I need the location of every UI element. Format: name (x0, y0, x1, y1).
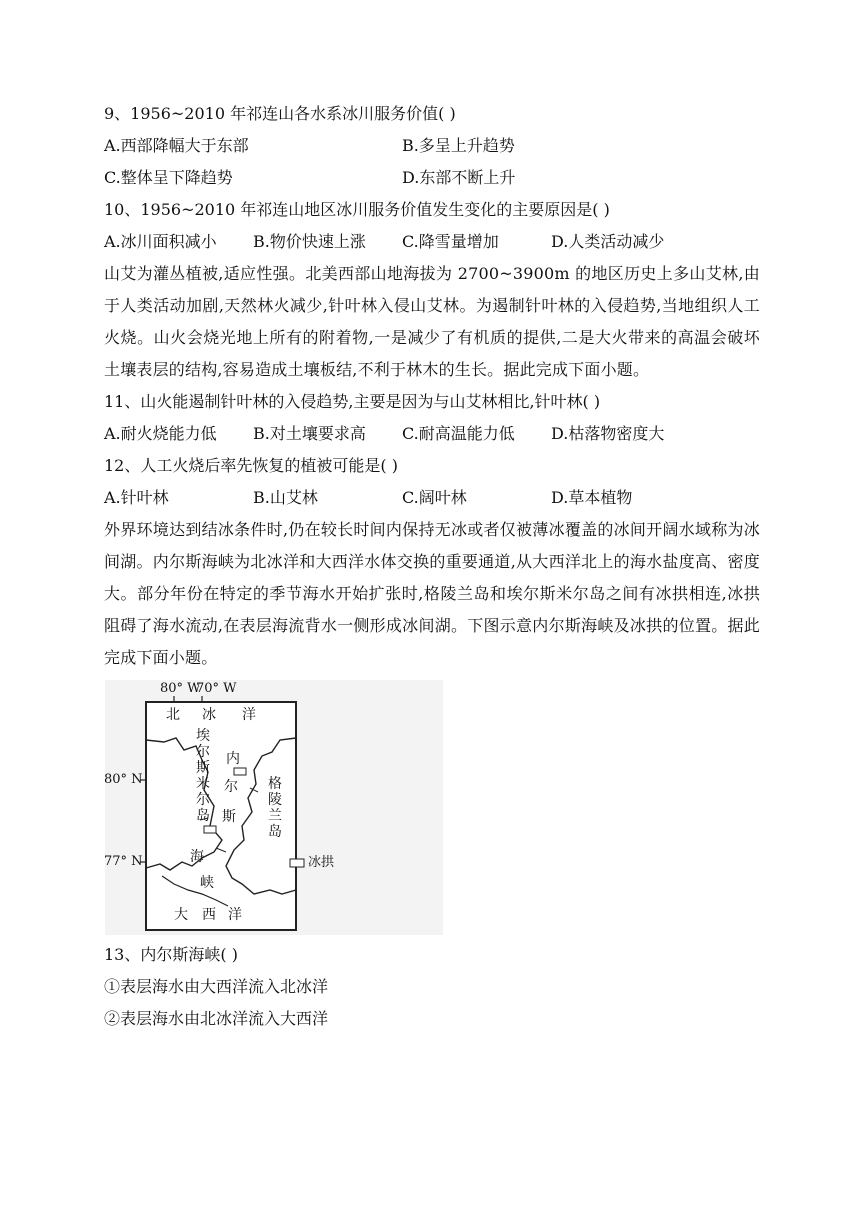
arctic-ocean-label-2: 冰 (202, 707, 216, 723)
question-9-stem: 9、1956~2010 年祁连山各水系冰川服务价值( ) (104, 104, 456, 123)
option-a[interactable]: A.针叶林 (104, 488, 169, 507)
option-b[interactable]: B.对土壤要求高 (253, 424, 366, 443)
question-13-option-2[interactable]: ②表层海水由北冰洋流入大西洋 (104, 1009, 329, 1028)
question-12-stem: 12、人工火烧后率先恢复的植被可能是( ) (104, 456, 398, 475)
nares-label-2: 尔 (224, 779, 238, 795)
ellesmere-label: 埃尔斯米尔岛 (196, 728, 210, 824)
nares-label-4: 海 (190, 849, 204, 865)
nares-label-5: 峡 (200, 875, 214, 891)
option-c[interactable]: C.降雪量增加 (402, 232, 499, 251)
option-c[interactable]: C.耐高温能力低 (402, 424, 515, 443)
option-c[interactable]: C.整体呈下降趋势 (104, 168, 233, 187)
document-page (104, 98, 760, 1035)
lon-label-70w: 70° W (196, 681, 237, 696)
greenland-label: 格陵兰岛 (268, 776, 282, 840)
passage-sagebrush: 山艾为灌丛植被,适应性强。北美西部山地海拔为 2700~3900m 的地区历史上多山艾林,由于人类活动加剧,天然林火减少,针叶林入侵山艾林。为遏制针叶林的入侵趋势,当地组织人工火烧。山火会烧光地上所有的附着物,一是减少了有机质的提供,二是大火带来的高温会破坏土壤表层的结构,容易造成土壤板结,不利于林木的生长。据此完成下面小题。 (104, 264, 760, 379)
question-10-options (104, 226, 760, 258)
option-a[interactable]: A.西部降幅大于东部 (104, 136, 249, 155)
question-9-options-2 (104, 162, 760, 194)
legend-ice-arch-label: 冰拱 (308, 855, 335, 870)
option-d[interactable]: D.草本植物 (551, 488, 633, 507)
atlantic-ocean-label-3: 洋 (228, 907, 242, 923)
lon-label-80w: 80° W (160, 681, 201, 696)
arctic-ocean-label-3: 洋 (242, 707, 256, 723)
atlantic-ocean-label-1: 大 (174, 907, 188, 923)
atlantic-ocean-label-2: 西 (202, 907, 216, 923)
question-9-options (104, 130, 760, 162)
option-a[interactable]: A.耐火烧能力低 (104, 424, 217, 443)
lat-label-80n: 80° N (104, 772, 143, 787)
nares-label-1: 内 (226, 751, 240, 767)
option-c[interactable]: C.阔叶林 (402, 488, 467, 507)
question-13-option-1[interactable]: ①表层海水由大西洋流入北冰洋 (104, 977, 329, 996)
option-b[interactable]: B.山艾林 (253, 488, 318, 507)
question-13-stem: 13、内尔斯海峡( ) (104, 945, 238, 964)
nares-label-3: 斯 (222, 809, 236, 825)
option-b[interactable]: B.物价快速上涨 (253, 232, 366, 251)
option-a[interactable]: A.冰川面积减小 (104, 232, 217, 251)
question-11-options (104, 418, 760, 450)
passage-polynya: 外界环境达到结冰条件时,仍在较长时间内保持无冰或者仅被薄冰覆盖的冰间开阔水域称为冰间湖。内尔斯海峡为北冰洋和大西洋水体交换的重要通道,从大西洋北上的海水盐度高、密度大。部分年份在特定的季节海水开始扩张时,格陵兰岛和埃尔斯米尔岛之间有冰拱相连,冰拱阻碍了海水流动,在表层海流背水一侧形成冰间湖。下图示意内尔斯海峡及冰拱的位置。据此完成下面小题。 (104, 520, 760, 667)
option-d[interactable]: D.人类活动减少 (551, 232, 665, 251)
option-d[interactable]: D.东部不断上升 (402, 168, 516, 187)
arctic-ocean-label-1: 北 (166, 707, 180, 723)
option-d[interactable]: D.枯落物密度大 (551, 424, 665, 443)
question-11-stem: 11、山火能遏制针叶林的入侵趋势,主要是因为与山艾林相比,针叶林( ) (104, 392, 601, 411)
question-12-options (104, 482, 760, 514)
lat-label-77n: 77° N (104, 854, 143, 869)
option-b[interactable]: B.多呈上升趋势 (402, 136, 515, 155)
nares-strait-map (104, 680, 444, 935)
question-10-stem: 10、1956~2010 年祁连山地区冰川服务价值发生变化的主要原因是( ) (104, 200, 610, 219)
